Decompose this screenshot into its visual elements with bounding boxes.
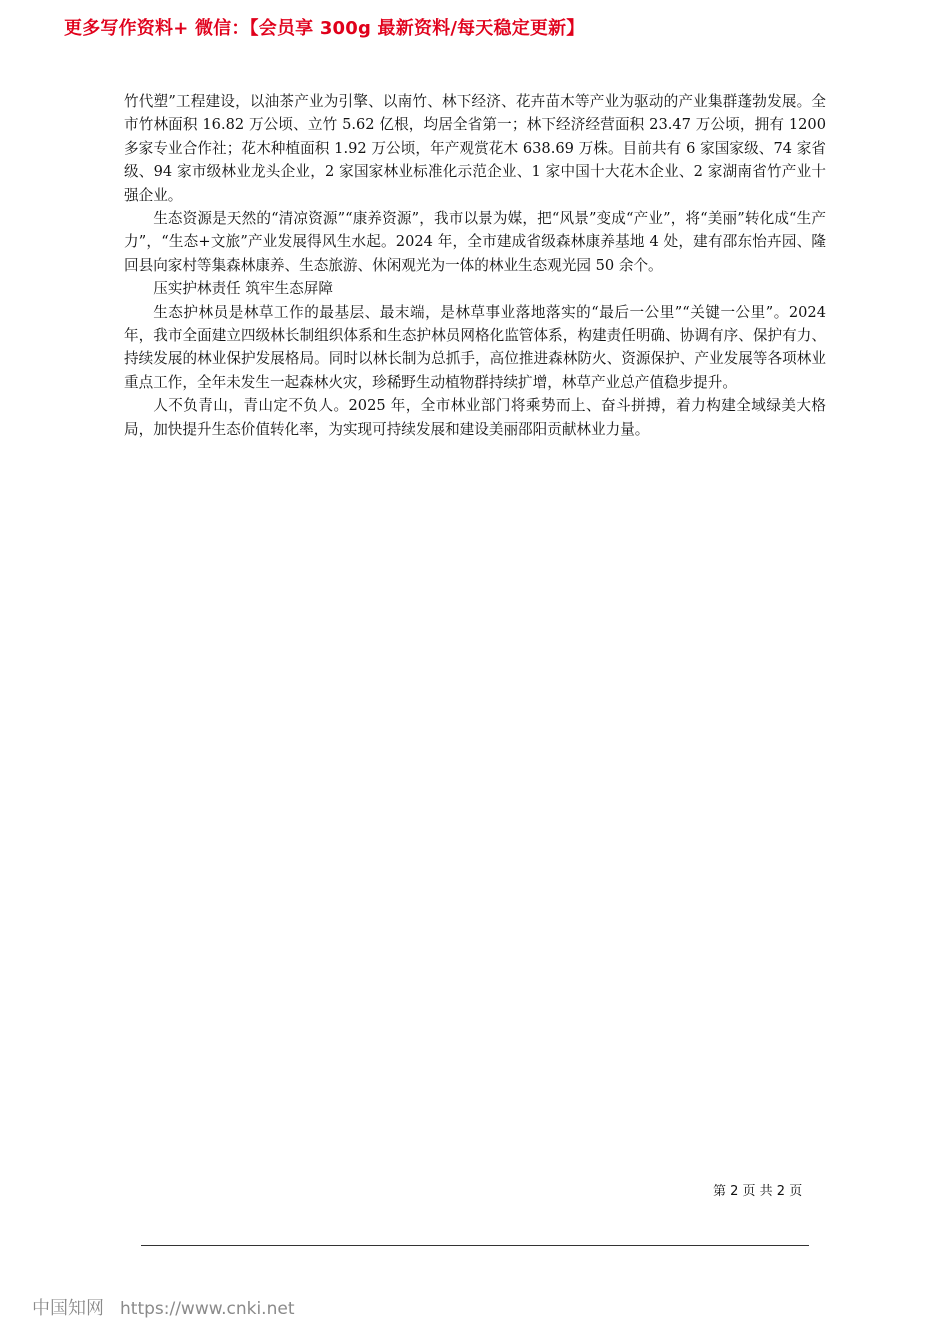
promo-banner: 更多写作资料+ 微信：【会员享 300g 最新资料/每天稳定更新】	[64, 18, 585, 39]
watermark	[32, 1294, 294, 1320]
paragraph-4: 人不负青山，青山定不负人。2025 年，全市林业部门将乘势而上、奋斗拼搏，着力构建全域绿美大格局，加快提升生态价值转化率，为实现可持续发展和建设美丽邵阳贡献林业力量。	[124, 397, 826, 438]
footer-divider	[141, 1245, 809, 1246]
paragraph-3: 生态护林员是林草工作的最基层、最末端，是林草事业落地落实的“最后一公里”“关键一公里”。2024 年，我市全面建立四级林长制组织体系和生态护林员网格化监管体系，构建责任明确、协调有序、保护有力、持续发展的林业保护发展格局。同时以林长制为总抓手，高位推进森林防火、资源保护、产业发展等各项林业重点工作，全年未发生一起森林火灾，珍稀野生动植物群持续扩增，林草产业总产值稳步提升。	[124, 303, 826, 391]
paragraph-1: 竹代塑”工程建设，以油茶产业为引擎、以南竹、林下经济、花卉苗木等产业为驱动的产业集群蓬勃发展。全市竹林面积 16.82 万公顷、立竹 5.62 亿根，均居全省第一；林下经济经营面积 23.47 万公顷，拥有 1200 多家专业合作社；花木种植面积 1.92 万公顷，年产观赏花木 638.69 万株。目前共有 6 家国家级、74 家省级、94 家市级林业龙头企业，2 家国家林业标准化示范企业、1 家中国十大花木企业、2 家湖南省竹产业十强企业。	[124, 93, 826, 204]
watermark-brand: 中国知网	[32, 1298, 104, 1319]
paragraph-2: 生态资源是天然的“清凉资源”“康养资源”，我市以景为媒，把“风景”变成“产业”，将“美丽”转化成“生产力”，“生态+文旅”产业发展得风生水起。2024 年，全市建成省级森林康养基地 4 处，建有邵东怡卉园、隆回县向家村等集森林康养、生态旅游、休闲观光为一体的林业生态观光园 50 余个。	[124, 210, 826, 274]
watermark-url: https://www.cnki.net	[120, 1299, 295, 1319]
section-heading: 压实护林责任 筑牢生态屏障	[153, 280, 333, 298]
document-body	[124, 90, 826, 441]
page-number: 第 2 页 共 2 页	[713, 1184, 803, 1199]
